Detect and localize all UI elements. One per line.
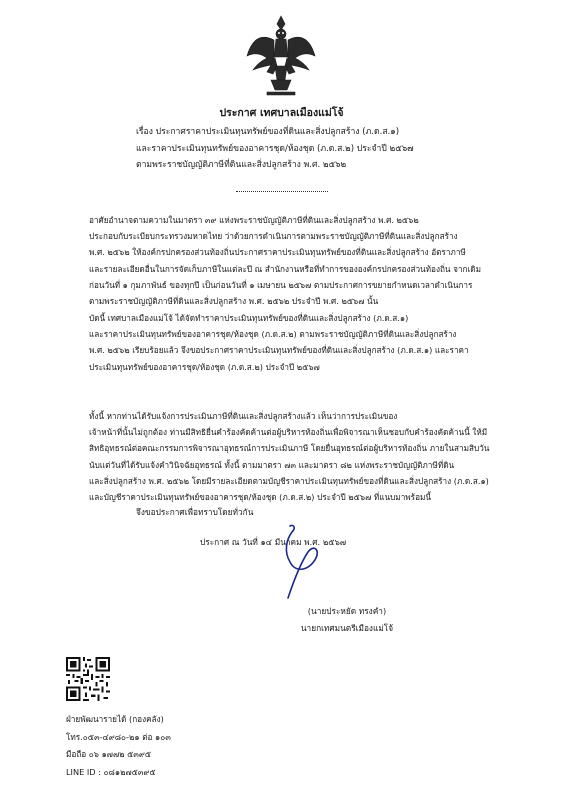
garuda-emblem-icon	[245, 12, 317, 98]
paragraph-line: สิทธิอุทธรณ์ต่อคณะกรรมการพิจารณาอุทธรณ์การประเมินภาษี โดยยื่นอุทธรณ์ต่อผู้บริหารท้องถิ่น ภายในสามสิบวัน	[89, 443, 490, 454]
body-paragraph-appeal	[89, 408, 489, 505]
contact-mobile: มือถือ ๐๖ ๑๗๗๒ ๕๓๙๕	[66, 749, 152, 759]
paragraph-line: อาศัยอำนาจตามความในมาตรา ๓๙ แห่งพระราชบัญญัติภาษีที่ดินและสิ่งปลูกสร้าง พ.ศ. ๒๕๖๒	[89, 215, 419, 225]
paragraph-line: บัดนี้ เทศบาลเมืองแม่โจ้ ได้จัดทำราคาประเมินทุนทรัพย์ของที่ดินและสิ่งปลูกสร้าง (ภ.ด.ส.๑)	[89, 313, 409, 323]
contact-phone: โทร.๐๕๓-๔๙๘๐-๒๑ ต่อ ๑๐๓	[66, 731, 171, 742]
paragraph-line: พ.ศ. ๒๕๖๒ ให้องค์กรปกครองส่วนท้องถิ่นประกาศราคาประเมินทุนทรัพย์ของที่ดินและสิ่งปลูกสร้าง อัตราภาษี	[89, 247, 466, 258]
signer-position: นายกเทศมนตรีเมืองแม่โจ้	[300, 623, 394, 633]
closing-statement: จึงขอประกาศเพื่อทราบโดยทั่วกัน	[136, 507, 254, 517]
body-paragraph-announcement	[89, 310, 469, 375]
paragraph-line: ประกอบกับระเบียบกระทรวงมหาดไทย ว่าด้วยการดำเนินการตามพระราชบัญญัติภาษีที่ดินและสิ่งปลูกสร้าง	[89, 231, 458, 242]
paragraph-line: ก่อนวันที่ ๑ กุมภาพันธ์ ของทุกปี เป็นก่อนวันที่ ๑ เมษายน ๒๕๖๗ ตามประกาศการขยายกำหนดเวลาดำเนินการ	[89, 279, 473, 290]
body-paragraph-authority	[89, 212, 481, 309]
paragraph-line: ตามพระราชบัญญัติภาษีที่ดินและสิ่งปลูกสร้าง พ.ศ. ๒๕๖๒ ประจำปี พ.ศ. ๒๕๖๗ นั้น	[89, 296, 379, 307]
contact-block	[66, 711, 171, 781]
paragraph-line: และราคาประเมินทุนทรัพย์ของอาคารชุด/ห้องชุด (ภ.ด.ส.๒) ตามพระราชบัญญัติภาษีที่ดินและสิ่งปลูกสร้าง	[89, 329, 457, 340]
paragraph-line: เจ้าหน้าที่นั้นไม่ถูกต้อง ท่านมีสิทธิยื่นคำร้องคัดค้านต่อผู้บริหารท้องถิ่นเพื่อพิจารณาเห็นชอบกับคำร้องคัดค้านนี้ ให้มี	[89, 427, 488, 438]
paragraph-line: นับแต่วันที่ได้รับแจ้งคำวินิจฉัยอุทธรณ์ ทั้งนี้ ตามมาตรา ๗๓ และมาตรา ๘๒ แห่งพระราชบัญญัติภาษีที่ดิน	[89, 459, 455, 470]
paragraph-line: และบัญชีราคาประเมินทุนทรัพย์ของอาคารชุด/ห้องชุด (ภ.ด.ส.๒) ประจำปี ๒๕๖๗ ที่แนบมาพร้อมนี้	[89, 492, 431, 503]
contact-department: ฝ่ายพัฒนารายได้ (กองคลัง)	[66, 714, 164, 724]
paragraph-line: ทั้งนี้ หากท่านได้รับแจ้งการประเมินภาษีที่ดินและสิ่งปลูกสร้างแล้ว เห็นว่าการประเมินของ	[89, 411, 398, 421]
paragraph-line: และรายละเอียดอื่นในการจัดเก็บภาษีในแต่ละปี ณ สำนักงานหรือที่ทำการขององค์กรปกครองส่วนท้องถิ่น จากเดิม	[89, 263, 481, 274]
subject-line: เรื่อง ประกาศราคาประเมินทุนทรัพย์ของที่ดินและสิ่งปลูกสร้าง (ภ.ด.ส.๑)	[136, 127, 400, 137]
paragraph-line: ประเมินทุนทรัพย์ของอาคารชุด/ห้องชุด (ภ.ด.ส.๒) ประจำปี ๒๕๖๗	[89, 361, 320, 372]
signer-name: (นายประหยัด ทรงคำ)	[307, 606, 387, 616]
qr-code-icon[interactable]	[66, 657, 110, 701]
signature-icon	[260, 522, 340, 602]
announcement-title: ประกาศ เทศบาลเมืองแม่โจ้	[219, 107, 344, 119]
subject-block	[136, 124, 414, 174]
subject-line: ตามพระราชบัญญัติภาษีที่ดินและสิ่งปลูกสร้าง พ.ศ. ๒๕๖๒	[136, 160, 347, 170]
signer-block	[280, 603, 414, 637]
paragraph-line: พ.ศ. ๒๕๖๒ เรียบร้อยแล้ว จึงขอประกาศราคาประเมินทุนทรัพย์ของที่ดินและสิ่งปลูกสร้าง (ภ.ด.ส.๑) และราคา	[89, 345, 469, 356]
subject-line: และราคาประเมินทุนทรัพย์ของอาคารชุด/ห้องชุด (ภ.ด.ส.๒) ประจำปี ๒๕๖๗	[136, 143, 414, 154]
paragraph-line: และสิ่งปลูกสร้าง พ.ศ. ๒๕๖๒ โดยมีรายละเอียดตามบัญชีราคาประเมินทุนทรัพย์ของที่ดินและสิ่งปลูกสร้าง (ภ.ด.ส.๑)	[89, 475, 489, 486]
separator-line	[236, 191, 328, 192]
announcement-date: ประกาศ ณ วันที่ ๑๔ มีนาคม พ.ศ. ๒๕๖๗	[200, 537, 347, 547]
contact-line-id: LINE ID : ๐๘๑๒๗๕๓๙๕	[66, 766, 156, 777]
